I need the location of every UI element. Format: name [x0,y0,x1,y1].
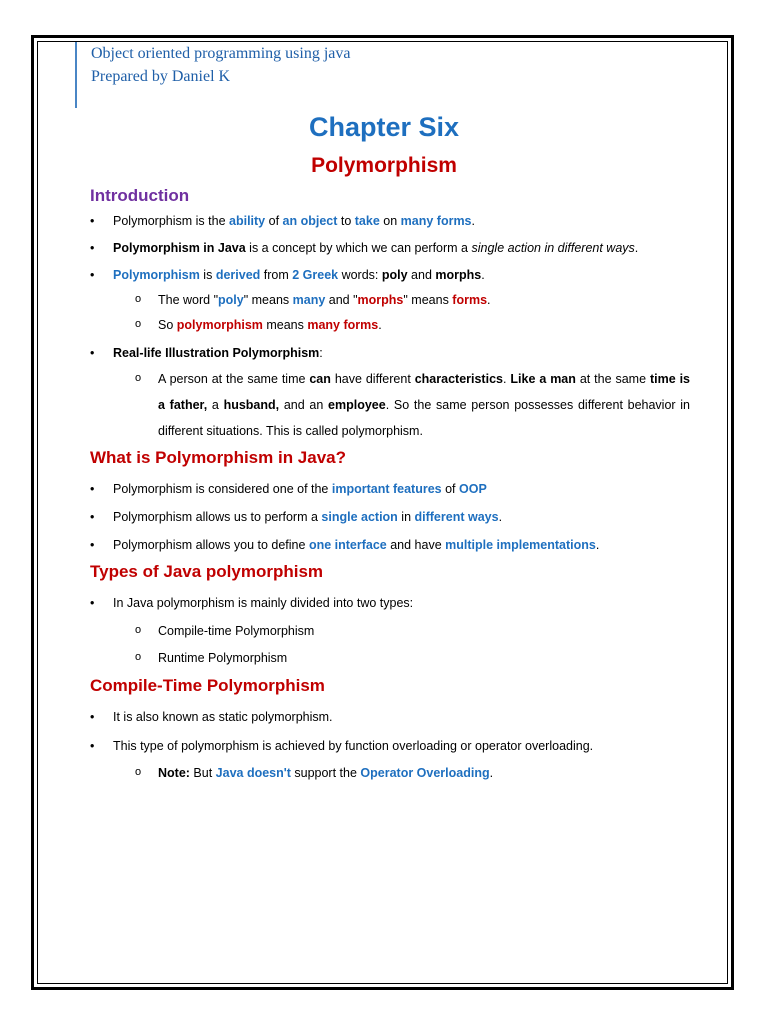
header-author: Prepared by Daniel K [91,68,231,85]
chapter-subtitle: Polymorphism [311,154,457,177]
list-item: • Polymorphism is the ability of an object to take on many forms. [90,212,690,230]
heading-introduction: Introduction [90,186,190,205]
chapter-title: Chapter Six [308,112,460,142]
heading-types: Types of Java polymorphism [90,562,324,581]
list-item: • Real-life Illustration Polymorphism: [90,344,690,362]
list-item: • Polymorphism in Java is a concept by which we can perform a single action in different ways. [90,239,690,257]
sub-list-item: o Runtime Polymorphism [90,649,690,667]
sub-list-item: o So polymorphism means many forms. [90,316,690,334]
list-item: • This type of polymorphism is achieved by function overloading or operator overloading. [90,737,690,755]
document-body [90,186,690,782]
list-item: • Polymorphism allows you to define one interface and have multiple implementations. [90,536,690,554]
heading-compile-time: Compile-Time Polymorphism [90,676,325,695]
list-item: • Polymorphism allows us to perform a single action in different ways. [90,508,690,526]
header-course-title: Object oriented programming using java [91,45,351,62]
list-item: • Polymorphism is considered one of the important features of OOP [90,480,690,498]
list-item: • In Java polymorphism is mainly divided into two types: [90,594,690,612]
document-header [75,42,350,108]
list-item: • It is also known as static polymorphism. [90,708,690,726]
list-item: • Polymorphism is derived from 2 Greek words: poly and morphs. [90,266,690,284]
sub-list-item: o Note: But Java doesn't support the Operator Overloading. [90,764,690,782]
sub-list-item: o A person at the same time can have different characteristics. Like a man at the same time is a father, a husband, and an employee. So the same person possesses different behavior in different situations. This is called polymorphism. [90,366,690,444]
sub-list-item: o The word "poly" means many and "morphs" means forms. [90,291,690,309]
heading-what-is-polymorphism: What is Polymorphism in Java? [90,448,347,467]
sub-list-item: o Compile-time Polymorphism [90,622,690,640]
